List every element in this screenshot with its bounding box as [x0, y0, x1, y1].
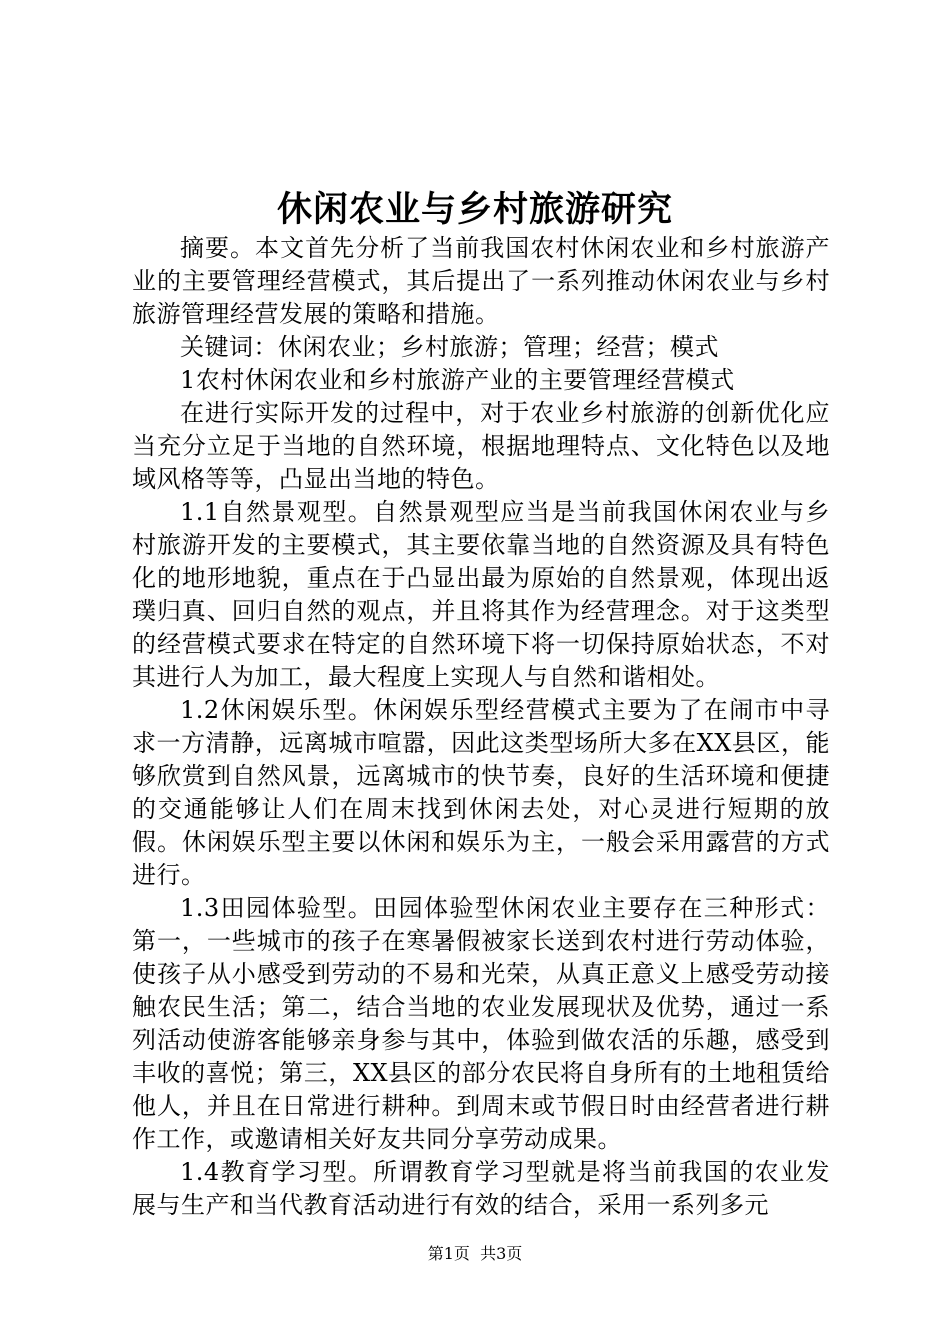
section-heading: 1农村休闲农业和乡村旅游产业的主要管理经营模式: [180, 366, 735, 394]
body-paragraph: 1.3田园体验型。田园体验型休闲农业主要存在三种形式：第一，一些城市的孩子在寒暑假被家长送到农村进行劳动体验，使孩子从小感受到劳动的不易和光荣，从真正意义上感受劳动接触农民生活；第二，结合当地的农业发展现状及优势，通过一系列活动使游客能够亲身参与其中，体验到做农活的乐趣，感受到丰收的喜悦；第三，XX县区的部分农民将自身所有的土地租赁给他人，并且在日常进行耕种。到周末或节假日时由经营者进行耕作工作，或邀请相关好友共同分享劳动成果。: [132, 894, 830, 1153]
abstract-paragraph: 摘要。本文首先分析了当前我国农村休闲农业和乡村旅游产业的主要管理经营模式，其后提出了一系列推动休闲农业与乡村旅游管理经营发展的策略和措施。: [132, 234, 830, 328]
body-paragraph: 在进行实际开发的过程中，对于农业乡村旅游的创新优化应当充分立足于当地的自然环境，根据地理特点、文化特色以及地域风格等等，凸显出当地的特色。: [132, 399, 830, 493]
body-paragraph: 1.2休闲娱乐型。休闲娱乐型经营模式主要为了在闹市中寻求一方清静，远离城市喧嚣，因此这类型场所大多在XX县区，能够欣赏到自然风景，远离城市的快节奏，良好的生活环境和便捷的交通能够让人们在周末找到休闲去处，对心灵进行短期的放假。休闲娱乐型主要以休闲和娱乐为主，一般会采用露营的方式进行。: [132, 696, 830, 889]
document-body: [132, 232, 830, 1222]
body-paragraph: 1.4教育学习型。所谓教育学习型就是将当前我国的农业发展与生产和当代教育活动进行有效的结合，采用一系列多元: [132, 1158, 830, 1219]
body-paragraph: 1.1自然景观型。自然景观型应当是当前我国休闲农业与乡村旅游开发的主要模式，其主要依靠当地的自然资源及具有特色化的地形地貌，重点在于凸显出最为原始的自然景观，体现出返璞归真、回归自然的观点，并且将其作为经营理念。对于这类型的经营模式要求在特定的自然环境下将一切保持原始状态，不对其进行人为加工，最大程度上实现人与自然和谐相处。: [132, 498, 830, 691]
document-title: 休闲农业与乡村旅游研究: [276, 189, 673, 230]
keywords-paragraph: 关键词：休闲农业；乡村旅游；管理；经营；模式: [180, 333, 719, 361]
page-number: 第1页: [427, 1244, 470, 1263]
page-total: 共3页: [480, 1244, 523, 1263]
footer-spacer: [470, 1244, 480, 1263]
page-footer: [0, 1243, 950, 1265]
